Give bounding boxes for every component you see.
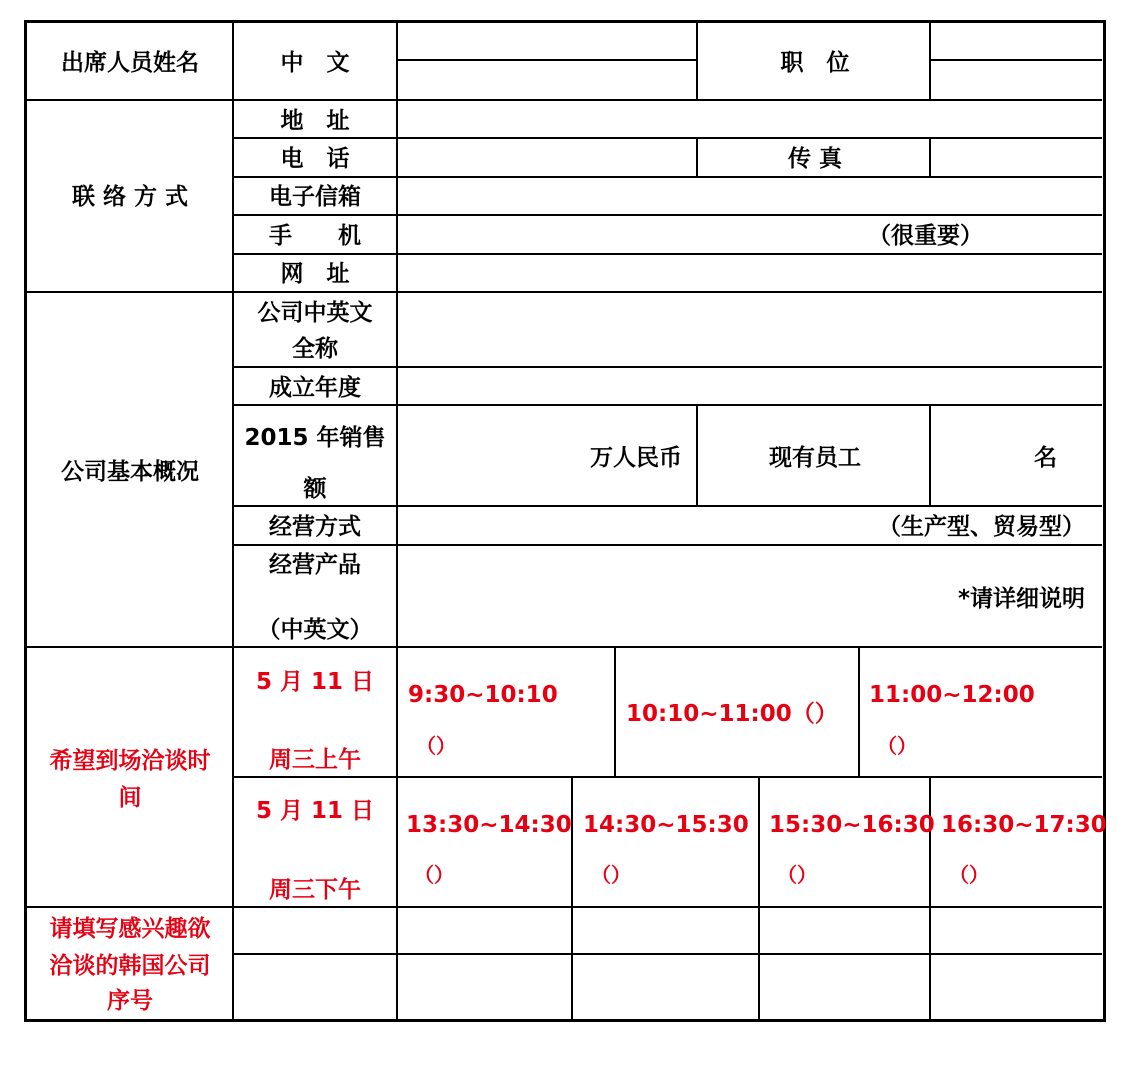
- schedule-section-label: 希望到场洽谈时: [49, 748, 211, 774]
- products-note: *请详细说明: [958, 586, 1086, 612]
- business-type-note: （生产型、贸易型）: [878, 514, 1085, 540]
- grid-line: [232, 214, 1102, 216]
- position-label: 职 位: [780, 50, 850, 76]
- pm-slot-time: 15:30~16:30: [769, 812, 935, 838]
- grid-line: [24, 906, 1102, 908]
- grid-line: [24, 291, 1102, 293]
- pm-slot-checkbox[interactable]: （）: [777, 863, 817, 887]
- am-day: 周三上午: [269, 747, 361, 773]
- pm-slot-time: 14:30~15:30: [583, 812, 749, 838]
- grid-line: [858, 647, 860, 777]
- grid-line: [24, 99, 1102, 101]
- sales-label: 2015 年销售: [244, 425, 386, 451]
- am-slot-time: 9:30~10:10: [408, 682, 558, 708]
- grid-line: [232, 176, 1102, 178]
- pm-day: 周三下午: [269, 877, 361, 903]
- grid-line: [929, 59, 1102, 61]
- grid-line: [396, 59, 698, 61]
- mobile-label: 手 机: [269, 223, 361, 249]
- email-label: 电子信箱: [269, 184, 361, 210]
- schedule-section-label-2: 间: [118, 785, 142, 811]
- interest-section-label-3: 序号: [107, 988, 153, 1014]
- grid-line: [929, 138, 931, 177]
- grid-line: [232, 544, 1102, 546]
- pm-slot-time: 13:30~14:30: [406, 812, 572, 838]
- business-type-label: 经营方式: [269, 514, 361, 540]
- chinese-name-label: 中 文: [280, 50, 350, 76]
- grid-line: [696, 405, 698, 506]
- am-slot-time: 11:00~12:00: [869, 682, 1035, 708]
- grid-line: [929, 405, 931, 506]
- grid-line: [232, 404, 1102, 406]
- grid-line: [232, 253, 1102, 255]
- mobile-note: （很重要）: [868, 223, 983, 249]
- sales-unit: 万人民币: [590, 445, 682, 471]
- grid-line: [24, 646, 1102, 648]
- grid-line: [232, 366, 1102, 368]
- products-label: 经营产品: [269, 552, 361, 578]
- am-slot-checkbox[interactable]: （）: [416, 734, 456, 758]
- grid-line: [232, 137, 1102, 139]
- pm-slot-checkbox[interactable]: （）: [591, 863, 631, 887]
- staff-label: 现有员工: [769, 445, 861, 471]
- pm-slot-time: 16:30~17:30: [941, 812, 1107, 838]
- products-label-2: （中英文）: [257, 617, 373, 643]
- phone-label: 电 话: [280, 146, 350, 172]
- sales-label-2: 额: [303, 476, 327, 502]
- pm-slot-checkbox[interactable]: （）: [949, 863, 989, 887]
- founded-year-label: 成立年度: [269, 375, 361, 401]
- grid-line: [232, 953, 1102, 955]
- contact-section-label: 联 络 方 式: [71, 184, 189, 210]
- fax-label: 传 真: [787, 146, 843, 172]
- pm-slot-checkbox[interactable]: （）: [414, 863, 454, 887]
- am-slot-time[interactable]: 10:10~11:00（）: [626, 701, 838, 727]
- grid-line: [696, 138, 698, 177]
- address-label: 地 址: [280, 108, 350, 134]
- grid-line: [232, 505, 1102, 507]
- staff-unit: 名: [1034, 445, 1057, 471]
- interest-section-label: 请填写感兴趣欲: [49, 916, 211, 942]
- interest-section-label-2: 洽谈的韩国公司: [49, 953, 211, 979]
- grid-line: [614, 647, 616, 777]
- company-fullname-label-2: 全称: [292, 336, 338, 362]
- attendee-name-label: 出席人员姓名: [61, 50, 199, 76]
- company-section-label: 公司基本概况: [61, 459, 199, 485]
- pm-date: 5 月 11 日: [255, 798, 375, 824]
- am-date: 5 月 11 日: [255, 669, 375, 695]
- grid-line: [232, 776, 1102, 778]
- website-label: 网 址: [280, 261, 350, 287]
- grid-line: [396, 20, 398, 1019]
- am-slot-checkbox[interactable]: （）: [877, 734, 917, 758]
- company-fullname-label: 公司中英文: [257, 300, 373, 326]
- grid-line: [232, 20, 234, 1019]
- grid-line: [758, 777, 760, 1019]
